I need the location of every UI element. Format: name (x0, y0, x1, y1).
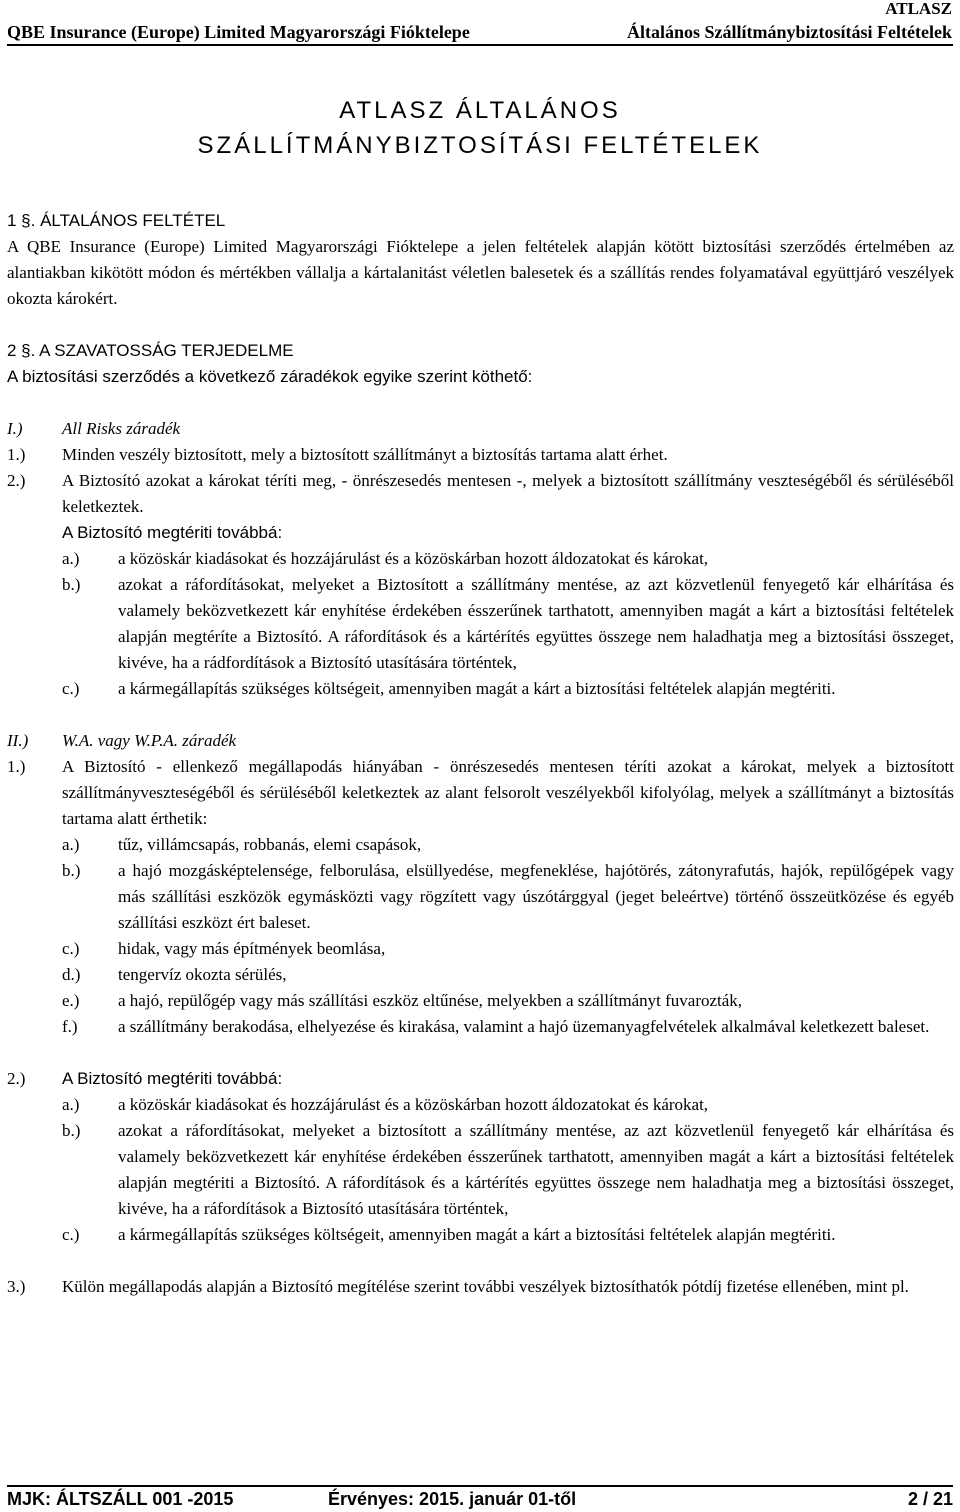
clause-i-item2-c (62, 676, 954, 702)
header-document-title: Általános Szállítmánybiztosítási Feltételek (627, 22, 952, 42)
clause-ii-item1-b (62, 858, 954, 936)
item-text: Külön megállapodás alapján a Biztosító megítélése szerint további veszélyek biztosíthatók pótdíj fizetése ellenében, mint pl. (62, 1277, 909, 1296)
subitem-letter: c.) (62, 1225, 80, 1244)
header-divider (7, 44, 953, 46)
item-text: Minden veszély biztosított, mely a biztosított szállítmányt a biztosítás tartama alatt érhet. (62, 445, 668, 464)
page-title-line1: ATLASZ ÁLTALÁNOS (339, 97, 621, 124)
subitem-text: a hajó, repülőgép vagy más szállítási eszköz eltűnése, melyekben a szállítmányt fuvarozták, (118, 991, 743, 1010)
section2-intro: A biztosítási szerződés a következő záradékok egyike szerint köthető: (7, 367, 533, 386)
item-number: 2.) (7, 471, 26, 490)
clause-i-title: All Risks záradék (62, 419, 181, 438)
section2-heading: 2 §. A SZAVATOSSÁG TERJEDELME (7, 341, 294, 360)
item-number: 1.) (7, 757, 26, 776)
subitem-letter: a.) (62, 835, 80, 854)
clause-i-item2-a (62, 546, 954, 572)
clause-ii-item1-f (62, 1014, 954, 1040)
subitem-letter: c.) (62, 679, 80, 698)
subitem-letter: f.) (62, 1017, 78, 1036)
clause-ii-number: II.) (7, 731, 29, 750)
subitem-text: a közöskár kiadásokat és hozzájárulást és a közöskárban hozott áldozatokat és károkat, (118, 549, 709, 568)
section1-heading: 1 §. ÁLTALÁNOS FELTÉTEL (7, 211, 226, 230)
clause-ii-title: W.A. vagy W.P.A. záradék (62, 731, 237, 750)
clause-ii-item2-a (62, 1092, 954, 1118)
footer-validity: Érvényes: 2015. január 01-től (328, 1489, 577, 1509)
footer-divider (7, 1485, 953, 1487)
subitem-letter: a.) (62, 1095, 80, 1114)
subitem-text: a hajó mozgásképtelensége, felborulása, elsüllyedése, megfeneklése, hajótörés, zátonyrafutás, hajók, repülőgépek vagy más szállítási eszközök egymásközti vagy rögzített vagy úszótárggyal (jeget beleértve) történő összeütközése és egyéb szállítási eszközt ért baleset. (118, 861, 954, 932)
item-text: A Biztosító megtériti továbbá: (62, 1069, 283, 1088)
subitem-letter: c.) (62, 939, 80, 958)
header-top-right: ATLASZ (885, 0, 952, 18)
item-number: 3.) (7, 1277, 26, 1296)
subitem-text: a közöskár kiadásokat és hozzájárulást és a közöskárban hozott áldozatokat és károkat, (118, 1095, 709, 1114)
clause-i-item2 (7, 468, 954, 520)
item-text: A Biztosító - ellenkező megállapodás hiányában - önrészesedés mentesen téríti azokat a károkat, melyek a biztosított szállítmányveszteségéből és sérüléséből keletkeztek az alant felsorolt veszélyekből kifolyólag, melyek a szállítmányt a biztosítás tartama alatt érthetik: (62, 757, 954, 828)
clause-ii-item1-d (62, 962, 954, 988)
item-text: A Biztosító azokat a károkat téríti meg, - önrészesedés mentesen -, melyek a biztosított szállítmány veszteségéből és sérüléséből keletkeztek. (62, 471, 954, 516)
subitem-text: hidak, vagy más építmények beomlása, (118, 939, 386, 958)
subitem-text: a szállítmány berakodása, elhelyezése és kirakása, valamint a hajó üzemanyagfelvételek alkalmával keletkezett baleset. (118, 1017, 930, 1036)
footer-page-number: 2 / 21 (907, 1489, 953, 1509)
clause-ii-item1-c (62, 936, 954, 962)
subitem-text: tűz, villámcsapás, robbanás, elemi csapások, (118, 835, 422, 854)
clause-ii-item1-a (62, 832, 954, 858)
clause-i-item2-subintro: A Biztosító megtériti továbbá: (62, 523, 283, 542)
section1-text: A QBE Insurance (Europe) Limited Magyarországi Fióktelepe a jelen feltételek alapján kötött biztosítási szerződés értelmében az alantiakban kikötött módon és mértékben vállalja a kártalanitást véletlen balesetek és a szállítás rendes folyamatával együttjáró veszélyek okozta károkért. (7, 237, 954, 308)
subitem-letter: b.) (62, 575, 81, 594)
document-body (7, 208, 954, 1300)
subitem-letter: e.) (62, 991, 80, 1010)
subitem-letter: b.) (62, 861, 81, 880)
clause-ii-item1 (7, 754, 954, 832)
footer-document-code: MJK: ÁLTSZÁLL 001 -2015 (7, 1489, 234, 1509)
subitem-text: azokat a ráfordításokat, melyeket a Biztosított a szállítmány mentése, az azt közvetlenül fenyegető kár elhárítása és valamely beközvetkezett kár enyhítése érdekében ésszerűnek tarthatott, amennyiben magát a kárt a biztosítási feltételek alapján megtérítе a Biztosító. A ráfordítások és a kártérítés együttes összege nem haladhatja meg a biztosítási összeget, kivéve, ha a rádfordítások a Biztosító utasítására történtek, (118, 575, 954, 672)
subitem-letter: a.) (62, 549, 80, 568)
clause-ii-item2-b (62, 1118, 954, 1222)
clause-i-heading (7, 416, 954, 442)
clause-ii-item1-e (62, 988, 954, 1014)
subitem-letter: b.) (62, 1121, 81, 1140)
header-company: QBE Insurance (Europe) Limited Magyarországi Fióktelepe (7, 22, 470, 42)
clause-i-item1 (7, 442, 954, 468)
item-number: 1.) (7, 445, 26, 464)
subitem-text: azokat a ráfordításokat, melyeket a biztosított a szállítmány mentése, az azt közvetlenül fenyegető kár elhárítása és valamely beközvetkezett kár enyhítése érdekében ésszerűnek tarthatott, amennyiben magát a kárt a biztosítási feltételek alapján megtériti a Biztosító. A ráfordítások és a kártérítés együttes összege nem haladhatja meg a biztosítási összeget, kivéve, ha a ráfordítások a Biztosító utasítására történtek, (118, 1121, 954, 1218)
subitem-letter: d.) (62, 965, 81, 984)
clause-i-number: I.) (7, 419, 23, 438)
clause-ii-item2-c (62, 1222, 954, 1248)
clause-ii-item2 (7, 1066, 954, 1092)
page-title-line2: SZÁLLÍTMÁNYBIZTOSÍTÁSI FELTÉTELEK (197, 132, 763, 159)
subitem-text: a kármegállapítás szükséges költségeit, amennyiben magát a kárt a biztosítási feltételek alapján megtériti. (118, 1225, 836, 1244)
item-number: 2.) (7, 1069, 26, 1088)
clause-ii-item3 (7, 1274, 954, 1300)
subitem-text: a kármegállapítás szükséges költségeit, amennyiben magát a kárt a biztosítási feltételek alapján megtériti. (118, 679, 836, 698)
subitem-text: tengervíz okozta sérülés, (118, 965, 287, 984)
clause-i-item2-b (62, 572, 954, 676)
clause-ii-heading (7, 728, 954, 754)
